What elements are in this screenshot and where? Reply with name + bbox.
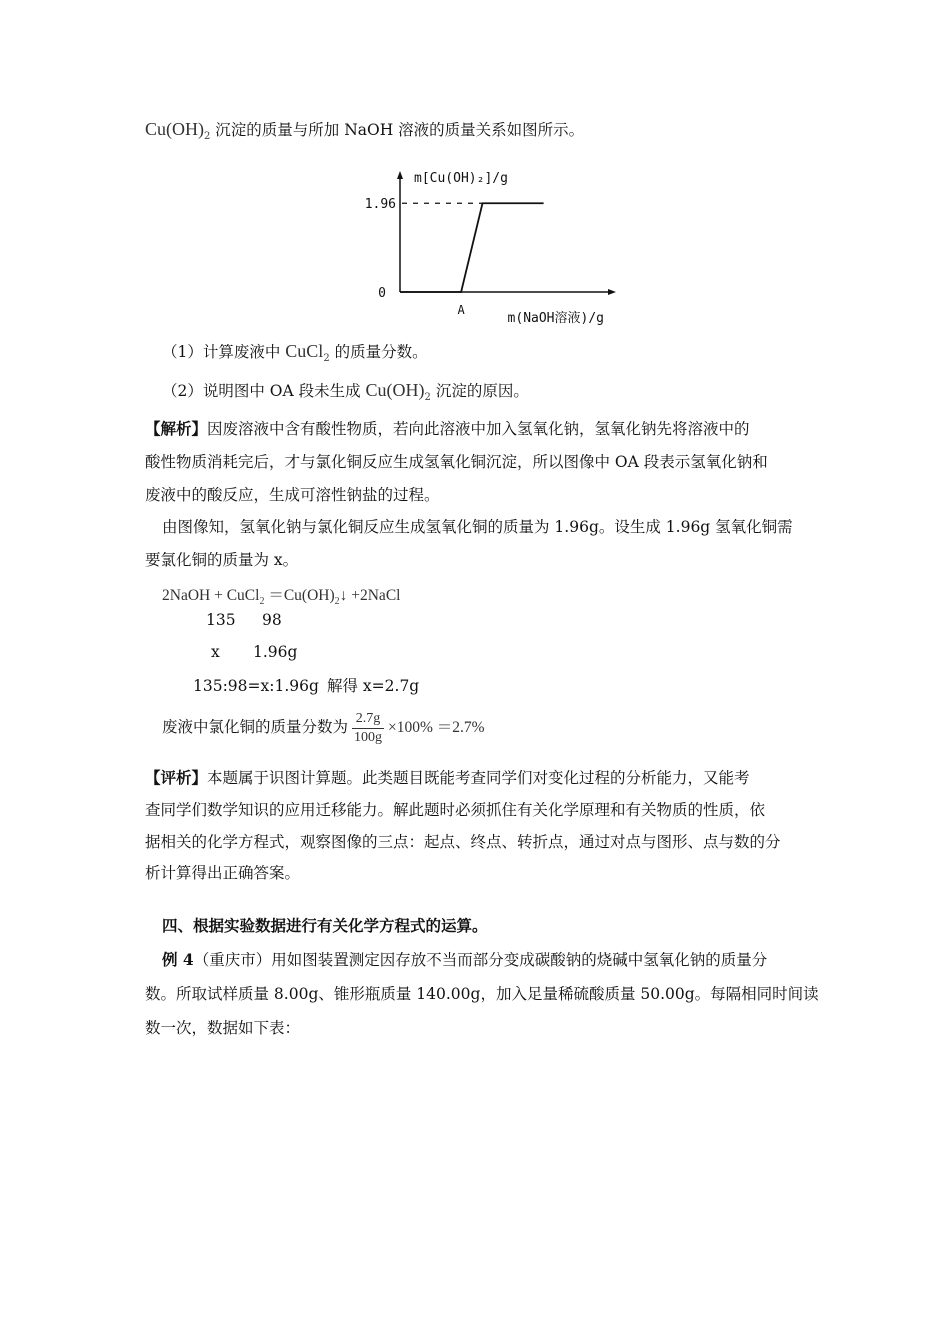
equation-mid-sub: 2 [334,596,340,607]
fraction-numerator: 2.7g [352,710,384,729]
analysis-line-1 [145,418,750,440]
chart-ytick-label: 1.96 [364,197,396,213]
question-2 [162,379,529,409]
intro-formula: Cu(OH) [145,119,204,139]
precipitate-chart [340,155,620,330]
ratio-row-1-a: 135 [206,611,236,629]
comment-line-2: 查同学们数学知识的应用迁移能力。解此题时必须抓住有关化学原理和有关物质的性质，依 [145,801,766,819]
equation-left-sub: 2 [259,596,265,607]
ratio-row-2-b: 1.96g [253,643,298,661]
comment-line-1 [145,767,750,789]
question-2-suffix: 沉淀的原因。 [430,382,529,400]
question-1-formula: CuCl [285,341,324,361]
chart-axes [397,171,616,295]
chart-series [400,203,544,292]
chart-origin-label: 0 [378,286,386,301]
question-1-suffix: 的质量分数。 [329,343,428,361]
example-4-label: 例 4 [162,950,194,969]
example-4-line-2: 数。所取试样质量 8.00g、锥形瓶质量 140.00g，加入足量稀硫酸质量 50.00g。每隔相同时间读 [145,985,819,1003]
analysis-text-1: 因废溶液中含有酸性物质，若向此溶液中加入氢氧化钠，氢氧化钠先将溶液中的 [207,420,750,438]
solve-ratio: 135:98=x:1.96g [193,677,319,695]
y-axis-arrow [397,171,403,179]
comment-line-3: 据相关的化学方程式，观察图像的三点：起点、终点、转折点，通过对点与图形、点与数的分 [145,833,781,851]
example-4-text-1: （重庆市）用如图装置测定因存放不当而部分变成碳酸钠的烧碱中氢氧化钠的质量分 [193,951,768,969]
series-line [400,203,544,292]
question-1 [162,340,428,370]
intro-text: 沉淀的质量与所加 NaOH 溶液的质量关系如图所示。 [210,121,585,139]
example-4-line-3: 数一次，数据如下表： [145,1019,301,1037]
ratio-row-1-b: 98 [262,611,282,629]
fraction-denominator: 100g [354,729,383,745]
fraction-prefix: 废液中氯化铜的质量分数为 [162,718,349,736]
fraction-suffix: ×100% ＝2.7% [388,719,485,736]
example-4-line-1 [162,949,767,971]
x-axis-arrow [608,289,616,295]
equation-left: 2NaOH + CuCl [162,587,260,604]
comment-text-1: 本题属于识图计算题。此类题目既能考查同学们对变化过程的分析能力，又能考 [207,769,750,787]
equation-mid: ＝Cu(OH) [264,587,335,604]
comment-label: 【评析】 [145,768,208,787]
ratio-row-2-a: x [211,643,220,661]
solve-result: 解得 x=2.7g [327,677,420,695]
analysis-label: 【解析】 [145,419,208,438]
intro-formula-sub: 2 [204,131,211,142]
question-2-prefix: （2）说明图中 OA 段未生成 [162,382,366,400]
chart-ylabel: m[Cu(OH)₂]/g [414,171,508,186]
equation-right: ↓ +2NaCl [339,587,401,604]
analysis-line-3: 废液中的酸反应，生成可溶性钠盐的过程。 [145,486,440,504]
question-1-formula-sub: 2 [323,353,330,364]
chart-point-label: A [457,303,465,317]
analysis-line-5: 要氯化铜的质量为 x。 [145,551,299,569]
analysis-line-2: 酸性物质消耗完后，才与氯化铜反应生成氢氧化铜沉淀，所以图像中 OA 段表示氢氧化钠和 [145,453,768,471]
fraction [352,710,384,747]
question-2-formula-sub: 2 [424,392,431,403]
comment-line-4: 析计算得出正确答案。 [145,864,301,882]
section-4-heading: 四、根据实验数据进行有关化学方程式的运算。 [162,916,488,935]
intro-line [145,118,584,148]
analysis-line-4: 由图像知，氢氧化钠与氯化铜反应生成氢氧化铜的质量为 1.96g。设生成 1.96g 氢氧化铜需 [162,518,793,536]
question-2-formula: Cu(OH) [365,380,425,400]
chart-xlabel: m(NaOH溶液)/g [507,311,604,326]
mass-fraction-line [162,707,485,748]
question-1-prefix: （1）计算废液中 [162,343,286,361]
